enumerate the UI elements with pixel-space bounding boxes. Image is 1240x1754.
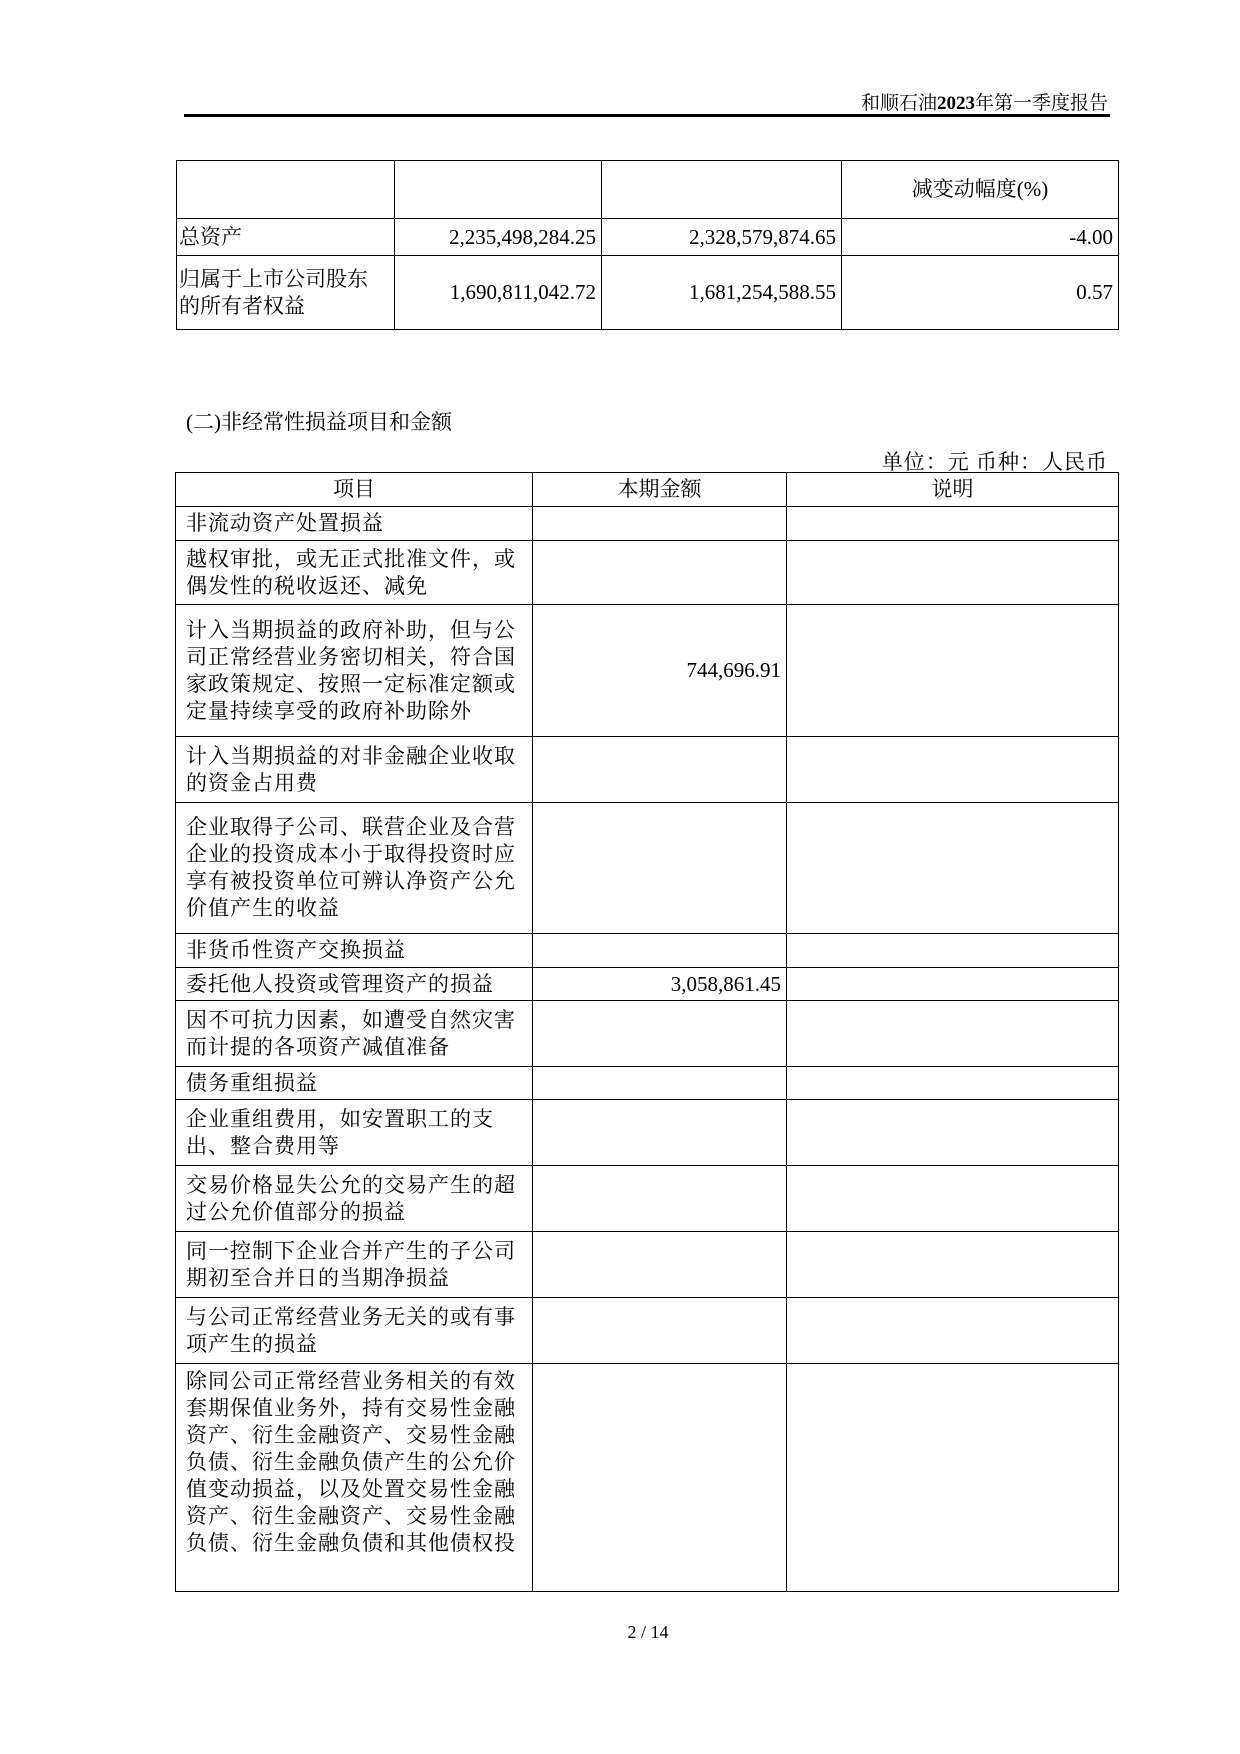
note-cell	[787, 1067, 1119, 1100]
value-cell: 2,235,498,284.25	[395, 219, 602, 256]
non-recurring-gains-table	[175, 472, 1119, 1592]
table-row	[176, 968, 1119, 1001]
page-number: 2 / 14	[627, 1622, 669, 1642]
table-row	[176, 803, 1119, 934]
report-title: 年第一季度报告	[974, 93, 1108, 114]
header-cell-change-pct: 减变动幅度(%)	[842, 161, 1119, 219]
table-row	[176, 1298, 1119, 1364]
amount-header: 本期金额	[533, 473, 787, 507]
running-header	[861, 88, 1108, 115]
row-label: 总资产	[177, 219, 395, 256]
note-cell	[787, 1001, 1119, 1067]
header-cell	[177, 161, 395, 219]
note-cell	[787, 507, 1119, 541]
amount-cell	[533, 1067, 787, 1100]
item-cell: 非货币性资产交换损益	[176, 934, 533, 968]
item-cell: 同一控制下企业合并产生的子公司 期初至合并日的当期净损益	[176, 1232, 533, 1298]
item-cell: 债务重组损益	[176, 1067, 533, 1100]
row-label: 归属于上市公司股东 的所有者权益	[177, 256, 395, 330]
note-cell	[787, 968, 1119, 1001]
item-cell: 越权审批，或无正式批准文件，或 偶发性的税收返还、减免	[176, 541, 533, 605]
value-cell: 1,690,811,042.72	[395, 256, 602, 330]
amount-cell	[533, 934, 787, 968]
table-row	[176, 1001, 1119, 1067]
item-cell: 除同公司正常经营业务相关的有效 套期保值业务外，持有交易性金融 资产、衍生金融资产、交易性金融 负债、衍生金融负债产生的公允价 值变动损益，以及处置交易性金融 资产、衍生金融资产、交易性金融 负债、衍生金融负债和其他债权投	[176, 1364, 533, 1592]
item-cell: 企业重组费用，如安置职工的支 出、整合费用等	[176, 1100, 533, 1166]
note-cell	[787, 1166, 1119, 1232]
header-rule	[184, 114, 1110, 117]
amount-cell	[533, 541, 787, 605]
table-row	[177, 219, 1119, 256]
header-cell	[395, 161, 602, 219]
item-cell: 非流动资产处置损益	[176, 507, 533, 541]
table-row	[176, 605, 1119, 737]
note-cell	[787, 803, 1119, 934]
item-header: 项目	[176, 473, 533, 507]
note-cell	[787, 605, 1119, 737]
value-cell: 2,328,579,874.65	[602, 219, 842, 256]
balance-summary-table	[176, 160, 1119, 330]
amount-cell	[533, 1232, 787, 1298]
amount-cell	[533, 507, 787, 541]
table-row	[176, 1100, 1119, 1166]
note-cell	[787, 1298, 1119, 1364]
table-row	[176, 737, 1119, 803]
table-row	[176, 1232, 1119, 1298]
note-cell	[787, 934, 1119, 968]
amount-cell: 3,058,861.45	[533, 968, 787, 1001]
table-row	[176, 507, 1119, 541]
amount-cell: 744,696.91	[533, 605, 787, 737]
amount-cell	[533, 1001, 787, 1067]
note-cell	[787, 737, 1119, 803]
item-cell: 因不可抗力因素，如遭受自然灾害 而计提的各项资产减值准备	[176, 1001, 533, 1067]
change-cell: -4.00	[842, 219, 1119, 256]
table-row	[176, 934, 1119, 968]
header-cell	[602, 161, 842, 219]
value-cell: 1,681,254,588.55	[602, 256, 842, 330]
change-cell: 0.57	[842, 256, 1119, 330]
note-cell	[787, 1364, 1119, 1592]
item-cell: 委托他人投资或管理资产的损益	[176, 968, 533, 1001]
table-row	[176, 1166, 1119, 1232]
note-cell	[787, 1232, 1119, 1298]
amount-cell	[533, 1364, 787, 1592]
amount-cell	[533, 737, 787, 803]
unit-currency-note: 单位：元 币种：人民币	[881, 450, 1108, 474]
amount-cell	[533, 1166, 787, 1232]
table-header-row	[177, 161, 1119, 219]
report-year: 2023	[936, 93, 975, 114]
item-cell: 计入当期损益的对非金融企业收取 的资金占用费	[176, 737, 533, 803]
company-name: 和顺石油	[860, 93, 937, 114]
table-header-row	[176, 473, 1119, 507]
amount-cell	[533, 1100, 787, 1166]
item-cell: 交易价格显失公允的交易产生的超 过公允价值部分的损益	[176, 1166, 533, 1232]
note-header: 说明	[787, 473, 1119, 507]
table-row	[176, 1364, 1119, 1592]
note-cell	[787, 1100, 1119, 1166]
section-title: (二)非经常性损益项目和金额	[186, 410, 452, 434]
note-cell	[787, 541, 1119, 605]
amount-cell	[533, 803, 787, 934]
item-cell: 企业取得子公司、联营企业及合营 企业的投资成本小于取得投资时应 享有被投资单位可辨认净资产公允 价值产生的收益	[176, 803, 533, 934]
table-row	[177, 256, 1119, 330]
item-cell: 与公司正常经营业务无关的或有事 项产生的损益	[176, 1298, 533, 1364]
item-cell: 计入当期损益的政府补助，但与公 司正常经营业务密切相关，符合国 家政策规定、按照一定标准定额或 定量持续享受的政府补助除外	[176, 605, 533, 737]
table-row	[176, 541, 1119, 605]
table-row	[176, 1067, 1119, 1100]
amount-cell	[533, 1298, 787, 1364]
